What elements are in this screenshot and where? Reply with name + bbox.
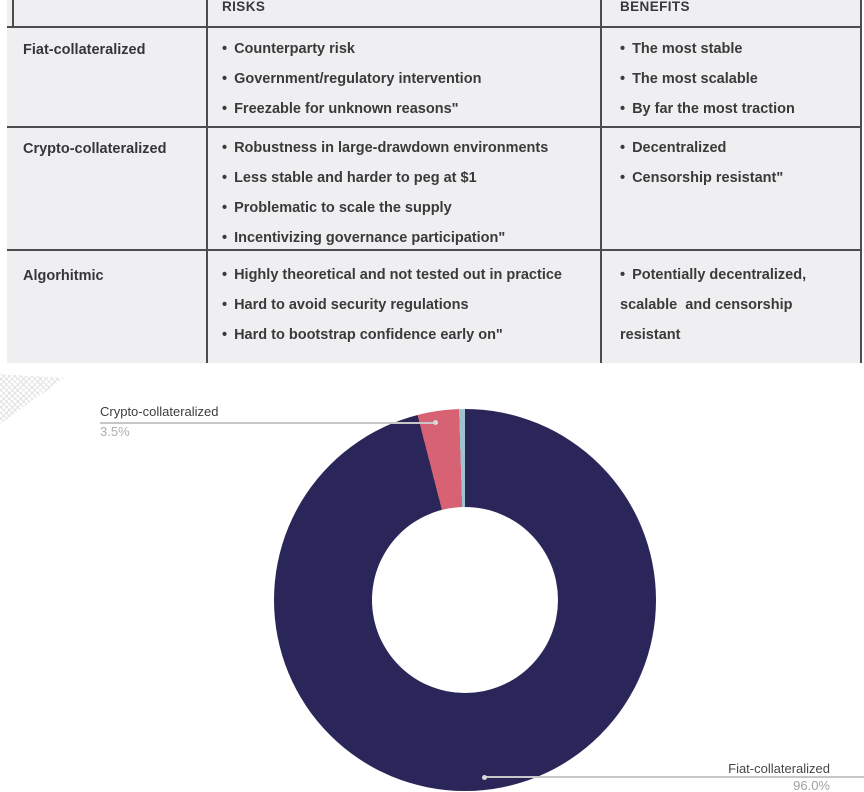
row-crypto-category: Crypto-collateralized xyxy=(23,141,167,157)
crypto-callout-label: Crypto-collateralized xyxy=(100,404,219,419)
list-item: • Less stable and harder to peg at $1 xyxy=(222,170,477,186)
table-rule-header xyxy=(7,26,860,28)
row-fiat-category: Fiat-collateralized xyxy=(23,42,146,58)
list-item: • By far the most traction xyxy=(620,101,795,117)
row-crypto-risks xyxy=(222,133,592,253)
list-item: • Decentralized xyxy=(620,140,727,156)
table-divider-1 xyxy=(206,0,208,363)
bullet-glyph: • xyxy=(620,140,626,156)
list-item: • Problematic to scale the supply xyxy=(222,200,452,216)
bullet-glyph: • xyxy=(222,140,228,156)
bullet-glyph: • xyxy=(222,71,228,87)
bullet-glyph: • xyxy=(620,101,626,117)
crypto-callout-value: 3.5% xyxy=(100,424,130,439)
table-border-left-stub xyxy=(12,0,14,27)
column-header-risks: RISKS xyxy=(222,0,266,14)
list-item: • Hard to bootstrap confidence early on" xyxy=(222,327,503,343)
bullet-glyph: • xyxy=(222,327,228,343)
bullet-glyph: • xyxy=(222,170,228,186)
list-item: • Freezable for unknown reasons" xyxy=(222,101,459,117)
row-algorithmic-benefits xyxy=(620,260,835,350)
bullet-glyph: • xyxy=(222,41,228,57)
table-divider-2 xyxy=(600,0,602,363)
crypto-leader-dot xyxy=(433,420,438,425)
list-item: • Incentivizing governance participation" xyxy=(222,230,506,246)
hatch-decoration xyxy=(0,374,64,424)
bullet-glyph: • xyxy=(620,71,626,87)
fiat-callout-value: 96.0% xyxy=(793,778,830,792)
row-fiat-risks xyxy=(222,34,592,124)
bullet-glyph: • xyxy=(222,101,228,117)
column-header-benefits: BENEFITS xyxy=(620,0,690,14)
list-item: • Censorship resistant" xyxy=(620,170,784,186)
fiat-callout-label: Fiat-collateralized xyxy=(728,761,830,776)
bullet-glyph: • xyxy=(222,267,228,283)
donut-chart xyxy=(274,409,656,791)
table-rule-row1 xyxy=(7,126,860,128)
donut-hole xyxy=(372,507,558,693)
row-fiat-benefits xyxy=(620,34,850,124)
bullet-glyph: • xyxy=(222,297,228,313)
list-item: • Counterparty risk xyxy=(222,41,355,57)
bullet-glyph: • xyxy=(620,41,626,57)
list-item: • The most stable xyxy=(620,41,743,57)
row-algorithmic-category: Algorhitmic xyxy=(23,268,104,284)
list-item: • The most scalable xyxy=(620,71,758,87)
bullet-glyph: • xyxy=(620,267,626,283)
fiat-leader-dot xyxy=(482,775,487,780)
list-item: • Highly theoretical and not tested out in practice xyxy=(222,267,562,283)
list-item: • Robustness in large-drawdown environments xyxy=(222,140,549,156)
bullet-glyph: • xyxy=(222,230,228,246)
row-algorithmic-risks xyxy=(222,260,592,350)
bullet-glyph: • xyxy=(222,200,228,216)
crypto-leader-line xyxy=(100,422,438,424)
table-border-right xyxy=(860,0,862,363)
list-item: • Potentially decentralized, scalable and censorship resistant xyxy=(620,267,811,343)
list-item: • Government/regulatory intervention xyxy=(222,71,482,87)
bullet-glyph: • xyxy=(620,170,626,186)
row-crypto-benefits xyxy=(620,133,850,193)
list-item: • Hard to avoid security regulations xyxy=(222,297,469,313)
